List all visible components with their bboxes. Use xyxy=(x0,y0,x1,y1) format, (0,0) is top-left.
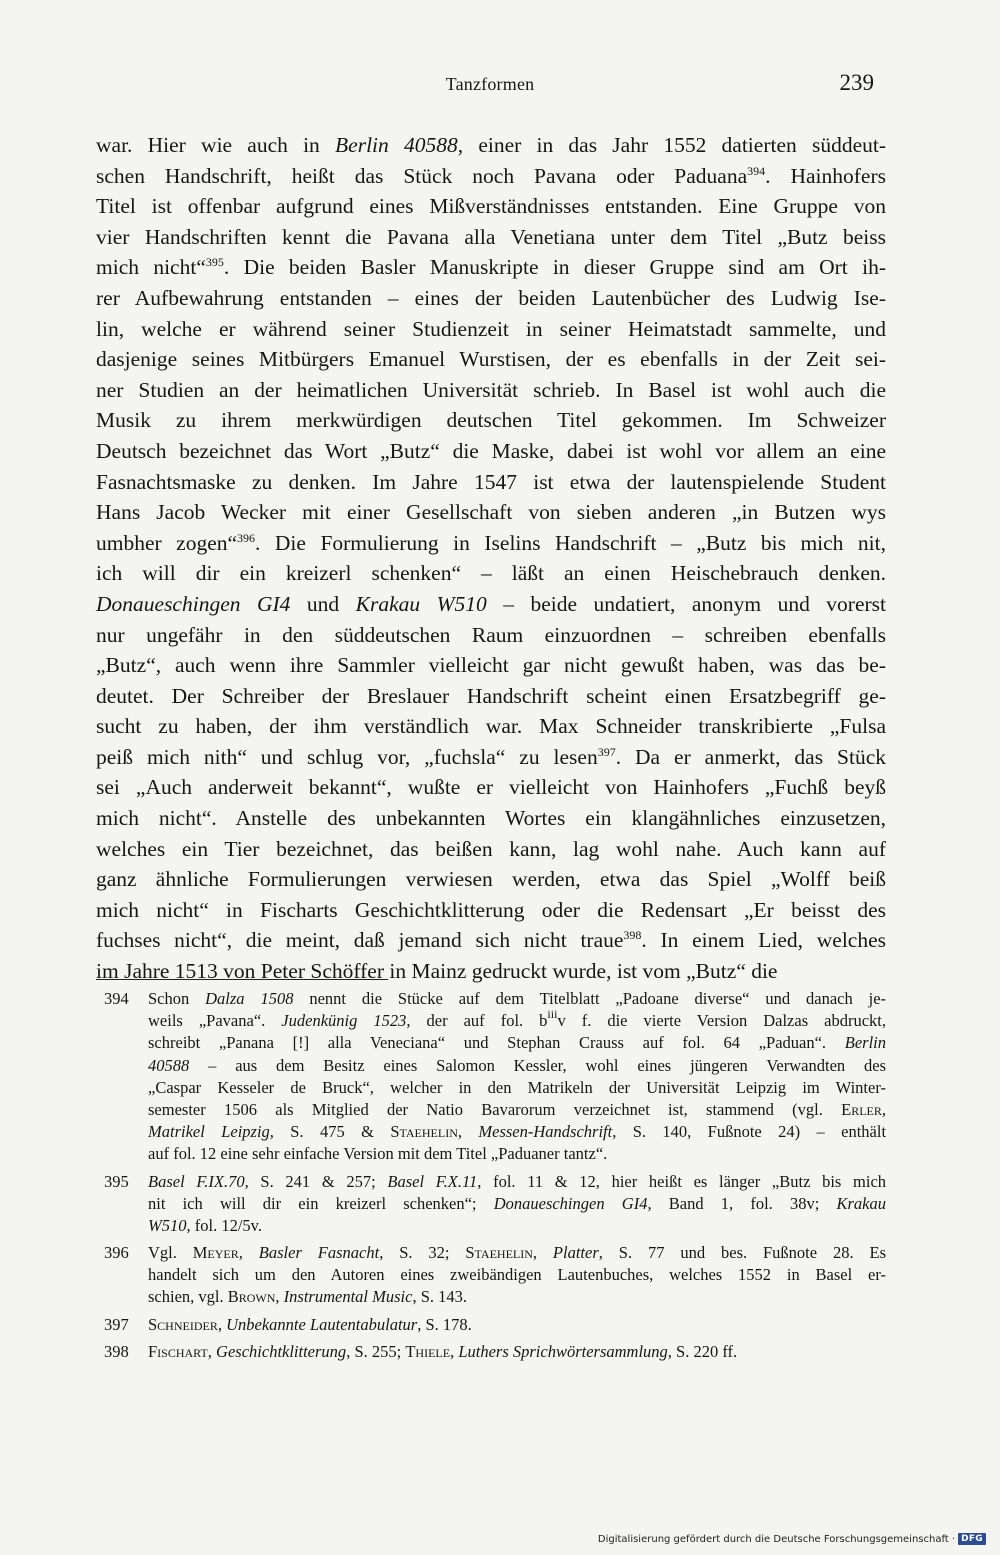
text-run: schen Handschrift, heißt das Stück noch Pavana oder Paduana xyxy=(96,163,748,188)
text-run: Brown xyxy=(227,1287,276,1307)
text-run: sucht zu haben, der ihm verständlich war. Max Schneider transkribierte „Fulsa xyxy=(96,714,886,739)
footnote xyxy=(104,988,886,1166)
text-run: Instrumental Music xyxy=(283,1287,413,1307)
digitization-credit xyxy=(598,1533,986,1545)
text-run: fuchses nicht“, die meint, daß jemand sich nicht traue xyxy=(96,928,624,953)
text-run: Titel ist offenbar aufgrund eines Mißverständnisses entstanden. Eine Gruppe von xyxy=(96,194,886,219)
text-run: , xyxy=(532,1243,553,1263)
text-run: Geschichtklitterung xyxy=(216,1341,347,1361)
text-run: mich nicht“ xyxy=(96,255,206,280)
body-line xyxy=(96,222,886,253)
footnote-reference: iii xyxy=(547,1007,558,1022)
text-run: , xyxy=(207,1341,217,1361)
text-run: , xyxy=(457,1122,479,1142)
text-run: W510 xyxy=(148,1215,187,1235)
text-run: Basel F.X.11 xyxy=(387,1171,478,1191)
footnote-text xyxy=(148,1242,886,1309)
text-run: , S. 32; xyxy=(379,1243,466,1263)
footnote-text xyxy=(148,988,886,1166)
text-run: Donaueschingen GI4 xyxy=(493,1193,648,1213)
body-line xyxy=(96,467,886,498)
text-run: . In einem Lied, welches xyxy=(641,928,886,953)
footnote-line xyxy=(148,1193,886,1215)
text-run: Luthers Sprichwörtersammlung xyxy=(458,1341,668,1361)
footnote-number: 398 xyxy=(104,1341,129,1361)
body-line xyxy=(96,772,886,803)
text-run: handelt sich um den Autoren eines zweibändigen Lautenbuches, welches 1552 in Basel er- xyxy=(148,1265,886,1285)
body-line xyxy=(96,528,886,559)
text-run: , S. 77 und bes. Fußnote 28. Es xyxy=(598,1243,886,1263)
footnote-reference: 397 xyxy=(597,744,616,759)
text-run: Thiele xyxy=(405,1341,451,1361)
footnote xyxy=(104,1314,886,1336)
footnote-number: 395 xyxy=(104,1171,129,1191)
text-run: – beide undatiert, anonym und vorerst xyxy=(486,591,887,616)
text-run: Krakau xyxy=(836,1193,886,1213)
text-run: Deutsch bezeichnet das Wort „Butz“ die Maske, dabei ist wohl vor allem an eine xyxy=(96,438,886,463)
text-run: sei „Auch anderweit bekannt“, wußte er vielleicht von Hainhofers „Fuchß beyß xyxy=(96,775,886,800)
footnote-line xyxy=(148,1242,886,1264)
footnote-reference: 398 xyxy=(623,928,642,943)
body-line xyxy=(96,589,886,620)
footnote xyxy=(104,1341,886,1363)
text-run: umbher zogen“ xyxy=(96,530,238,555)
text-run: nit ich will dir ein kreizerl schenken“; xyxy=(148,1193,494,1213)
body-line xyxy=(96,161,886,192)
text-run: Platter xyxy=(552,1243,599,1263)
text-run: , xyxy=(238,1243,259,1263)
body-line xyxy=(96,803,886,834)
text-run: . Die beiden Basler Manuskripte in dieser Gruppe sind am Ort ih- xyxy=(223,255,886,280)
text-run: v f. die vierte Version Dalzas abdruckt, xyxy=(557,1011,886,1031)
text-run: auf fol. 12 eine sehr einfache Version mit dem Titel „Paduaner tantz“. xyxy=(148,1144,608,1164)
text-run: , einer in das Jahr 1552 datierten süddeut- xyxy=(457,133,886,157)
text-run: ich will dir ein kreizerl schenken“ – läßt an einen Heischebrauch denken. xyxy=(96,561,886,586)
footnote-reference: 396 xyxy=(237,530,256,545)
text-run: nur ungefähr in den süddeutschen Raum einzuordnen – schreiben ebenfalls xyxy=(96,622,886,647)
text-run: mich nicht“. Anstelle des unbekannten Wortes ein klangähnliches einzusetzen, xyxy=(96,806,886,831)
text-run: war. Hier wie auch in xyxy=(96,133,336,157)
footnote-line xyxy=(148,1099,886,1121)
footnote-text xyxy=(148,1171,886,1238)
text-run: lin, welche er während seiner Studienzeit in seiner Heimatstadt sammelte, und xyxy=(96,316,886,341)
text-run: , fol. 11 & 12, hier heißt es länger „Butz bis mich xyxy=(477,1171,887,1191)
credit-text: Digitalisierung gefördert durch die Deutsche Forschungsgemeinschaft · xyxy=(597,1533,956,1545)
footnote-line xyxy=(148,1032,886,1054)
text-run: , xyxy=(217,1314,227,1334)
text-run: , fol. 12/5v. xyxy=(186,1215,262,1235)
footnote-line xyxy=(148,1007,886,1032)
text-run: Schon xyxy=(148,989,206,1008)
footnote-number: 394 xyxy=(104,989,129,1008)
body-line xyxy=(96,742,886,773)
text-run: Fischart xyxy=(148,1341,208,1361)
dfg-logo: DFG xyxy=(958,1533,986,1545)
text-run: „Caspar Kesseler de Bruck“, welcher in den Matrikeln der Universität Leipzig im Winter- xyxy=(148,1077,886,1097)
text-run: ner Studien an der heimatlichen Universität schrieb. In Basel ist wohl auch die xyxy=(96,377,886,402)
text-run: Berlin 40588 xyxy=(335,133,458,157)
text-run: peiß mich nith“ und schlug vor, „fuchsla“ zu lesen xyxy=(96,744,598,769)
text-run: deutet. Der Schreiber der Breslauer Handschrift scheint einen Ersatzbegriff ge- xyxy=(96,683,886,708)
text-run: Staehelin xyxy=(465,1243,533,1263)
body-text xyxy=(96,130,886,987)
text-run: und xyxy=(290,591,356,616)
text-run: , S. 143. xyxy=(412,1287,468,1307)
text-run: Vgl. xyxy=(148,1243,193,1263)
body-line xyxy=(96,864,886,895)
text-run: schien, vgl. xyxy=(148,1287,228,1307)
text-run: Berlin xyxy=(844,1033,886,1053)
running-head xyxy=(96,70,884,106)
text-run: im Jahre 1513 von Peter Schöffer in Mainz gedruckt wurde, ist vom „Butz“ die xyxy=(96,959,778,984)
text-run: , S. 178. xyxy=(417,1314,472,1334)
footnote-line xyxy=(148,1314,886,1336)
text-run: , S. 475 & xyxy=(269,1122,391,1142)
text-run: dasjenige seines Mitbürgers Emanuel Wurstisen, der es ebenfalls in der Zeit sei- xyxy=(96,347,886,372)
page-number: 239 xyxy=(839,70,874,95)
text-run: „Butz“, auch wenn ihre Sammler vielleicht gar nicht gewußt haben, was das be- xyxy=(96,653,886,678)
footnote-reference: 394 xyxy=(747,163,766,178)
text-run: Musik zu ihrem merkwürdigen deutschen Titel gekommen. Im Schweizer xyxy=(96,408,886,433)
text-run: , xyxy=(881,1099,886,1119)
text-run: Staehelin xyxy=(390,1122,458,1142)
text-run: Hans Jacob Wecker mit einer Gesellschaft von sieben anderen „in Butzen wys xyxy=(96,500,886,525)
text-run: rer Aufbewahrung entstanden – eines der beiden Lautenbücher des Ludwig Ise- xyxy=(96,285,886,310)
body-line xyxy=(96,436,886,467)
chapter-title: Tanzformen xyxy=(445,74,535,94)
body-line xyxy=(96,497,886,528)
body-line xyxy=(96,711,886,742)
body-line xyxy=(96,650,886,681)
text-run: Matrikel Leipzig xyxy=(148,1122,270,1142)
body-line xyxy=(96,375,886,406)
body-line xyxy=(96,283,886,314)
text-run: , der auf fol. b xyxy=(406,1011,548,1031)
text-run: semester 1506 als Mitglied der Natio Bavarorum verzeichnet ist, stammend (vgl. xyxy=(148,1099,842,1119)
body-line xyxy=(96,344,886,375)
text-run: ganz ähnliche Formulierungen verwiesen werden, etwa das Spiel „Wolff beiß xyxy=(96,867,886,892)
text-run: Meyer xyxy=(192,1243,239,1263)
footnote-text xyxy=(148,1341,886,1363)
text-run: , xyxy=(450,1341,459,1361)
text-run: . Die Formulierung in Iselins Handschrift – „Butz bis mich nit, xyxy=(255,530,886,555)
text-run: , S. 140, Fußnote 24) – enthält xyxy=(612,1122,887,1142)
text-run: Judenkünig 1523 xyxy=(281,1011,407,1031)
footnote-line xyxy=(148,1121,886,1143)
footnote-reference: 395 xyxy=(205,255,224,270)
text-run: nennt die Stücke auf dem Titelblatt „Padoane diverse“ und danach je- xyxy=(293,989,887,1008)
text-run: Fasnachtsmaske zu denken. Im Jahre 1547 ist etwa der lautenspielende Student xyxy=(96,469,886,494)
body-line xyxy=(96,252,886,283)
body-line xyxy=(96,956,886,987)
text-run: 40588 xyxy=(148,1055,190,1075)
text-run: vier Handschriften kennt die Pavana alla Venetiana unter dem Titel „Butz beiss xyxy=(96,224,886,249)
text-run: , S. 220 ff. xyxy=(667,1341,738,1361)
body-line xyxy=(96,130,886,161)
footnote xyxy=(104,1171,886,1238)
text-run: , S. 241 & 257; xyxy=(244,1171,388,1191)
body-line xyxy=(96,925,886,956)
footnote-line xyxy=(148,1264,886,1286)
body-line xyxy=(96,834,886,865)
text-run: Donaueschingen GI4 xyxy=(96,591,291,616)
text-run: Krakau W510 xyxy=(355,591,487,616)
footnote-line xyxy=(148,988,886,1010)
text-run: Basel F.IX.70 xyxy=(148,1171,245,1191)
text-run: Schneider xyxy=(148,1314,218,1334)
body-line xyxy=(96,314,886,345)
body-line xyxy=(96,558,886,589)
footnote-line xyxy=(148,1171,886,1193)
footnote-number: 397 xyxy=(104,1314,129,1334)
body-line xyxy=(96,191,886,222)
footnotes xyxy=(104,988,886,1368)
footnote xyxy=(104,1242,886,1309)
footnote-line xyxy=(148,1286,886,1308)
text-run: welches ein Tier bezeichnet, das beißen kann, lag wohl nahe. Auch kann auf xyxy=(96,836,886,861)
text-run: Unbekannte Lautentabulatur xyxy=(226,1314,418,1334)
body-line xyxy=(96,405,886,436)
text-run: . Da er anmerkt, das Stück xyxy=(615,744,886,769)
text-run: Messen-Handschrift xyxy=(478,1122,613,1142)
footnote-line xyxy=(148,1143,886,1165)
body-line xyxy=(96,620,886,651)
text-run: . Hainhofers xyxy=(765,163,886,188)
footnote-text xyxy=(148,1314,886,1336)
body-line xyxy=(96,681,886,712)
text-run: Erler xyxy=(841,1099,882,1119)
text-run: Dalza 1508 xyxy=(205,989,294,1008)
footnote-separator xyxy=(96,979,388,980)
body-line xyxy=(96,895,886,926)
footnote-line xyxy=(148,1341,886,1363)
text-run: schreibt „Panana [!] alla Veneciana“ und Stephan Crauss auf fol. 64 „Paduan“. xyxy=(148,1033,845,1053)
text-run: – aus dem Besitz eines Salomon Kessler, wohl eines jüngeren Verwandten des xyxy=(189,1055,886,1075)
text-run: , Band 1, fol. 38v; xyxy=(647,1193,837,1213)
footnote-line xyxy=(148,1215,886,1237)
text-run: mich nicht“ in Fischarts Geschichtklitterung oder die Redensart „Er beisst des xyxy=(96,897,886,922)
footnote-number: 396 xyxy=(104,1243,129,1263)
text-run: Basler Fasnacht xyxy=(258,1243,380,1263)
text-run: , S. 255; xyxy=(346,1341,406,1361)
footnote-line xyxy=(148,1055,886,1077)
footnote-line xyxy=(148,1077,886,1099)
text-run: , xyxy=(275,1287,284,1307)
text-run: weils „Pavana“. xyxy=(148,1011,282,1031)
